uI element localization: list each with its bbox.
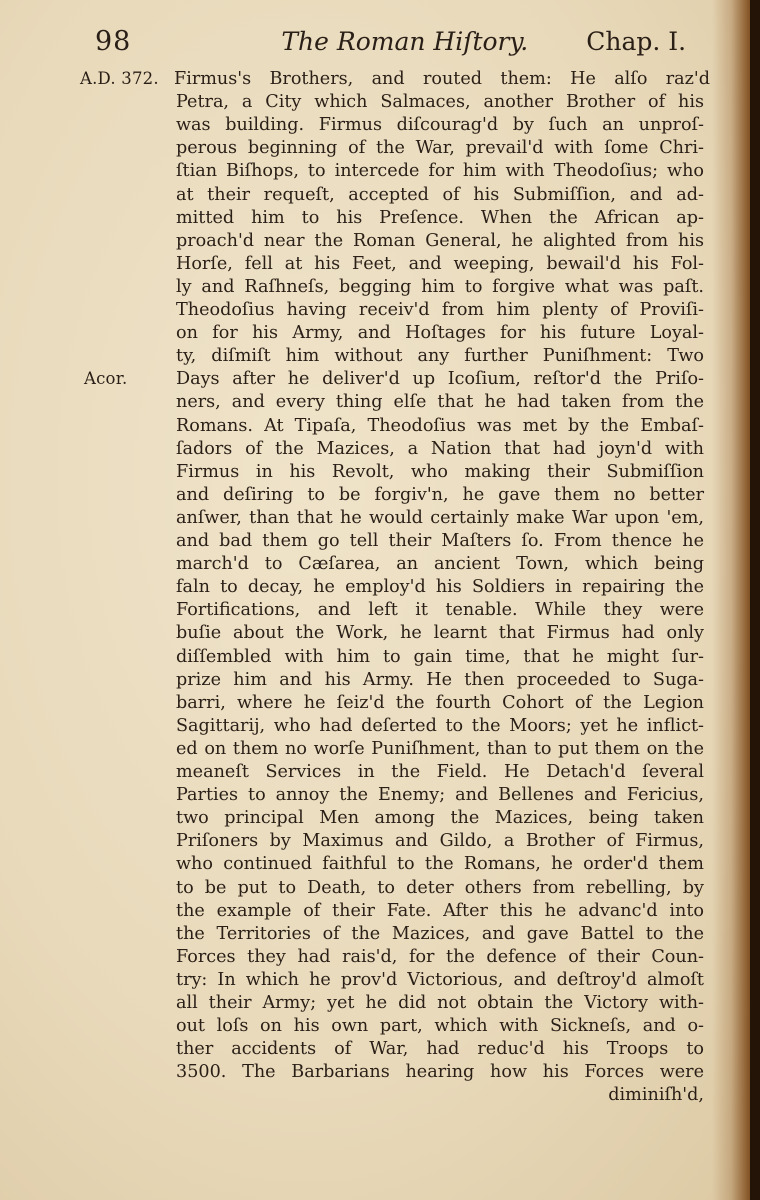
text-line: Theodoſius having receiv'd from him plenty of Proviſi-: [176, 300, 704, 320]
text-line: to be put to Death, to deter others from rebelling, by: [176, 877, 704, 898]
text-line: two principal Men among the Mazices, being taken: [176, 808, 704, 829]
text-line: Romans. At Tipaſa, Theodoſius was met by the Embaſ-: [176, 415, 704, 436]
text-line: was building. Firmus diſcourag'd by ſuch an unproſ-: [176, 115, 704, 136]
text-line: barri, where he ſeiz'd the fourth Cohort of the Legion: [176, 692, 704, 713]
text-line: anſwer, than that he would certainly make War upon 'em,: [176, 507, 704, 528]
book-spine-shadow: [712, 0, 760, 1200]
text-line: perous beginning of the War, prevail'd with ſome Chri-: [176, 138, 704, 159]
text-line: Fortifications, and left it tenable. While they were: [176, 600, 704, 621]
text-line: 3500. The Barbarians hearing how his Forces were: [176, 1062, 704, 1083]
text-line: Priſoners by Maximus and Gildo, a Brother of Firmus,: [176, 831, 704, 852]
margin-note: A.D. 372.: [80, 69, 159, 88]
text-line: on for his Army, and Hoſtages for his future Loyal-: [176, 323, 704, 344]
text-line: march'd to Cæſarea, an ancient Town, which being: [176, 554, 704, 575]
page-number: 98: [95, 26, 132, 57]
text-line: the example of their Fate. After this he advanc'd into: [176, 900, 704, 921]
running-title: The Roman Hiſtory.: [281, 27, 529, 56]
text-line: faln to decay, he employ'd his Soldiers in repairing the: [176, 577, 704, 598]
text-line: meaneſt Services in the Field. He Detach'd ſeveral: [176, 762, 704, 782]
text-line: ly and Raſhneſs, begging him to forgive what was paſt.: [176, 276, 704, 297]
text-line: Firmus in his Revolt, who making their Submiſſion: [176, 461, 704, 482]
text-line: mitted him to his Preſence. When the African ap-: [176, 207, 704, 228]
text-line: ed on them no worſe Puniſhment, than to put them on the: [176, 738, 704, 759]
text-line: the Territories of the Mazices, and gave Battel to the: [176, 923, 704, 944]
page-header: [95, 26, 715, 66]
text-line: out loſs on his own part, which with Sickneſs, and o-: [176, 1016, 704, 1037]
text-line: try: In which he prov'd Victorious, and deſtroy'd almoſt: [176, 969, 704, 990]
text-line: and bad them go tell their Maſters ſo. From thence he: [176, 531, 704, 551]
text-line: buſie about the Work, he learnt that Firmus had only: [176, 623, 704, 644]
text-line: Days after he deliver'd up Icoſium, reſtor'd the Priſo-: [176, 369, 704, 390]
text-line: all their Army; yet he did not obtain the Victory with-: [176, 993, 704, 1013]
text-line: proach'd near the Roman General, he alighted from his: [176, 230, 704, 251]
text-line: ners, and every thing elſe that he had taken from the: [176, 392, 704, 413]
text-line: Forces they had rais'd, for the defence of their Coun-: [176, 946, 704, 967]
text-line: ty, diſmiſt him without any further Puniſhment: Two: [176, 346, 704, 367]
text-line: diminiſh'd,: [608, 1085, 704, 1106]
text-line: and deſiring to be forgiv'n, he gave them no better: [176, 484, 704, 505]
text-line: Petra, a City which Salmaces, another Brother of his: [176, 92, 704, 113]
text-line: Firmus's Brothers, and routed them: He alſo raz'd: [174, 69, 710, 89]
text-line: ſtian Biſhops, to intercede for him with Theodoſius; who: [176, 161, 704, 182]
text-line: prize him and his Army. He then proceeded to Suga-: [176, 669, 704, 690]
text-line: ther accidents of War, had reduc'd his Troops to: [176, 1039, 704, 1060]
text-line: Sagittarij, who had deſerted to the Moors; yet he inflict-: [176, 715, 704, 736]
text-line: at their requeſt, accepted of his Submiſſion, and ad-: [176, 184, 704, 205]
text-line: Horſe, fell at his Feet, and weeping, bewail'd his Fol-: [176, 253, 704, 274]
text-line: Parties to annoy the Enemy; and Bellenes and Fericius,: [176, 785, 704, 806]
chapter-heading: Chap. I.: [586, 27, 687, 56]
margin-note: Acor.: [84, 369, 128, 389]
text-line: ſadors of the Mazices, a Nation that had joyn'd with: [176, 438, 704, 459]
text-line: who continued faithful to the Romans, he order'd them: [176, 854, 704, 875]
text-line: diſſembled with him to gain time, that he might ſur-: [176, 646, 704, 667]
